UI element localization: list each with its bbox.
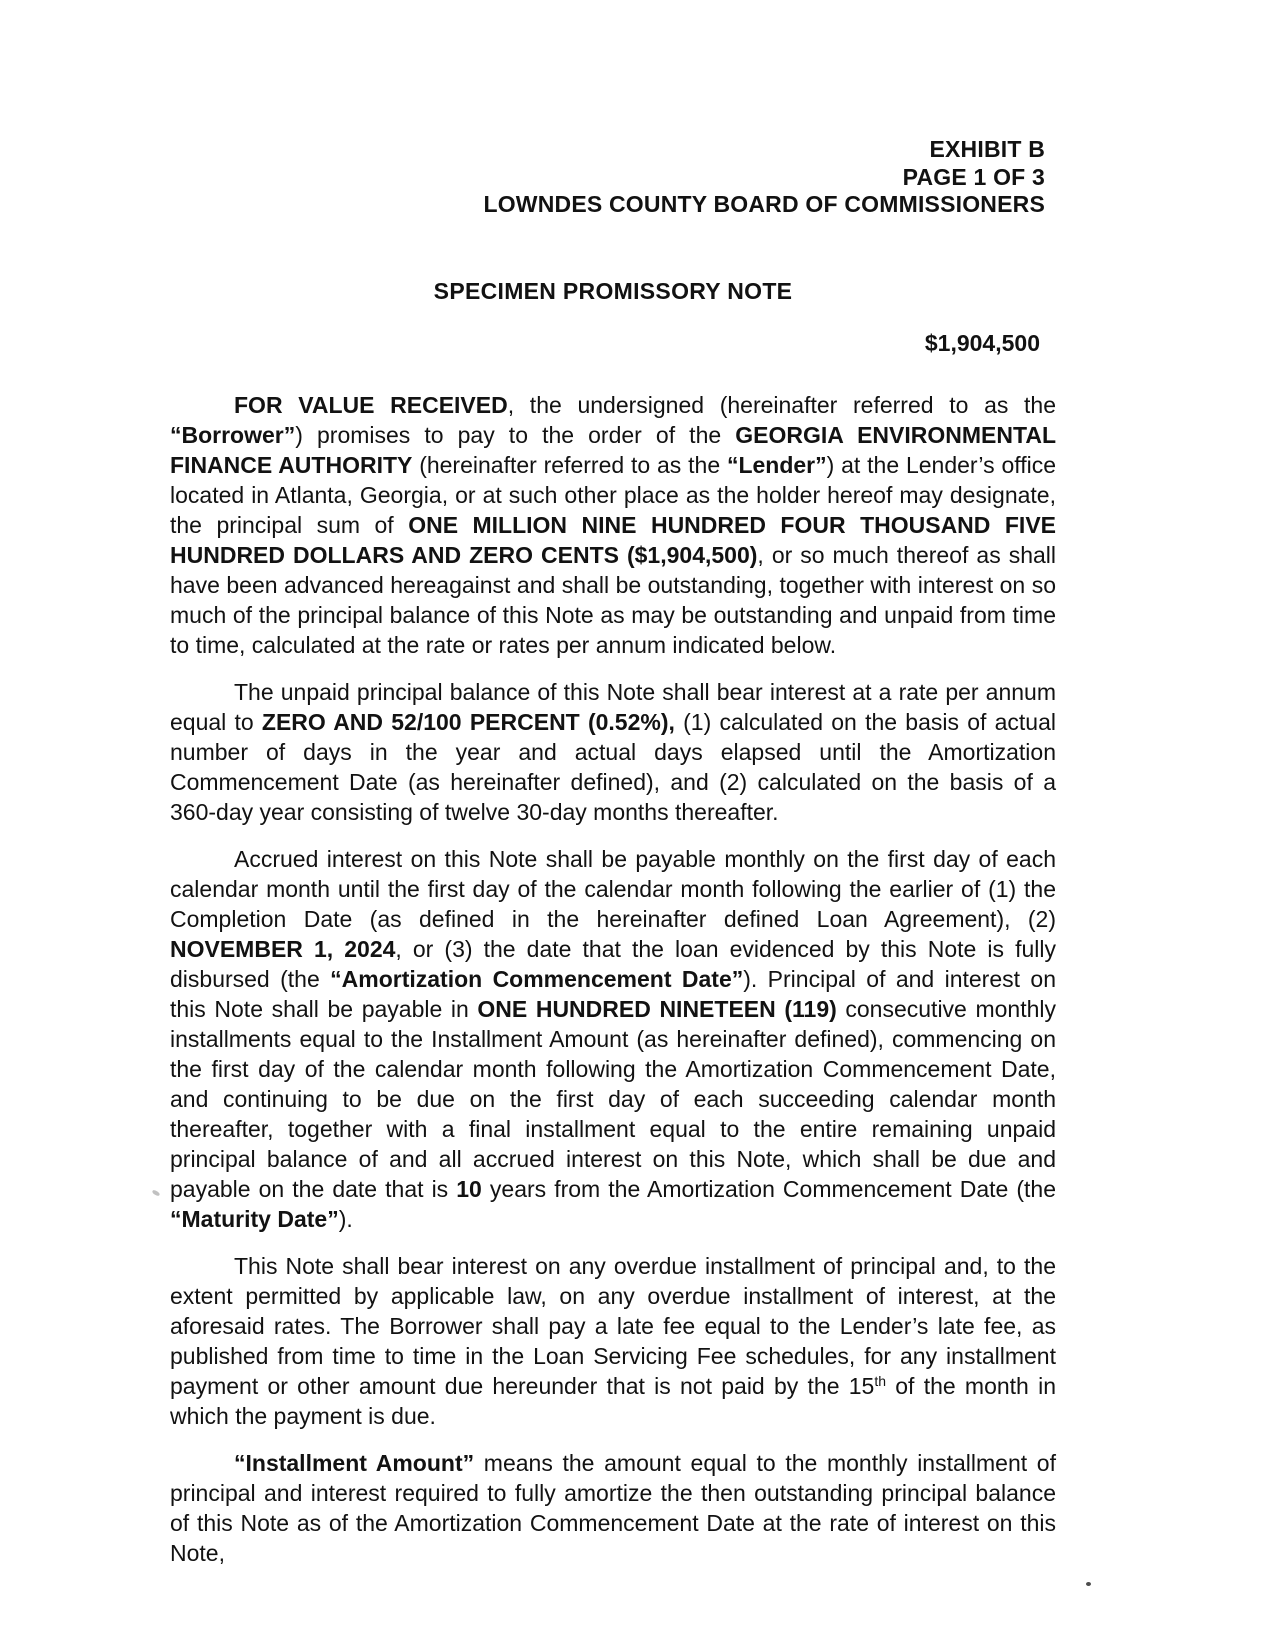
exhibit-label: EXHIBIT B (929, 136, 1045, 162)
scan-speck (1086, 1582, 1091, 1586)
principal-amount: $1,904,500 (924, 330, 1040, 356)
paragraph: Accrued interest on this Note shall be payable monthly on the first day of each calendar month until the first day of the calendar month following the earlier of (1) the Completion Date (as defined in the hereinafter defined Loan Agreement), (2) NOVEMBER 1, 2024, or (3) the date that the loan evidenced by this Note is fully disbursed (the “Amortization Commencement Date”). Principal of and interest on this Note shall be payable in ONE HUNDRED NINETEEN (119) consecutive monthly installments equal to the Installment Amount (as hereinafter defined), commencing on the first day of the calendar month following the Amortization Commencement Date, and continuing to be due on the first day of each succeeding calendar month thereafter, together with a final installment equal to the entire remaining unpaid principal balance of and all accrued interest on this Note, which shall be due and payable on the date that is 10 years from the Amortization Commencement Date (the “Maturity Date”). (170, 846, 1057, 1232)
page-number-label: PAGE 1 OF 3 (902, 163, 1045, 190)
document-header (483, 136, 1045, 219)
paragraph: The unpaid principal balance of this Note shall bear interest at a rate per annum equal to ZERO AND 52/100 PERCENT (0.52%), (1) calculated on the basis of actual number of days in the year and actual days elapsed until the Amortization Commencement Date (as hereinafter defined), and (2) calculated on the basis of a 360-day year consisting of twelve 30-day months thereafter. (170, 679, 1056, 825)
document-body (170, 390, 1056, 1568)
paragraph: “Installment Amount” means the amount equal to the monthly installment of principal and interest required to fully amortize the then outstanding principal balance of this Note as of the Amortization Commencement Date at the rate of interest on this Note, (170, 1450, 1056, 1566)
scan-speck (152, 1189, 161, 1197)
organization-label: LOWNDES COUNTY BOARD OF COMMISSIONERS (483, 191, 1045, 217)
paragraph: This Note shall bear interest on any overdue installment of principal and, to the extent permitted by applicable law, on any overdue installment of interest, at the aforesaid rates. The Borrower shall pay a late fee equal to the Lender’s late fee, as published from time to time in the Loan Servicing Fee schedules, for any installment payment or other amount due hereunder that is not paid by the 15th of the month in which the payment is due. (170, 1253, 1056, 1429)
document-title: SPECIMEN PROMISSORY NOTE (433, 278, 793, 304)
paragraph: FOR VALUE RECEIVED, the undersigned (hereinafter referred to as the “Borrower”) promises to pay to the order of the GEORGIA ENVIRONMENTAL FINANCE AUTHORITY (hereinafter referred to as the “Lender”) at the Lender’s office located in Atlanta, Georgia, or at such other place as the holder hereof may designate, the principal sum of ONE MILLION NINE HUNDRED FOUR THOUSAND FIVE HUNDRED DOLLARS AND ZERO CENTS ($1,904,500), or so much thereof as shall have been advanced hereagainst and shall be outstanding, together with interest on so much of the principal balance of this Note as may be outstanding and unpaid from time to time, calculated at the rate or rates per annum indicated below. (170, 392, 1057, 658)
